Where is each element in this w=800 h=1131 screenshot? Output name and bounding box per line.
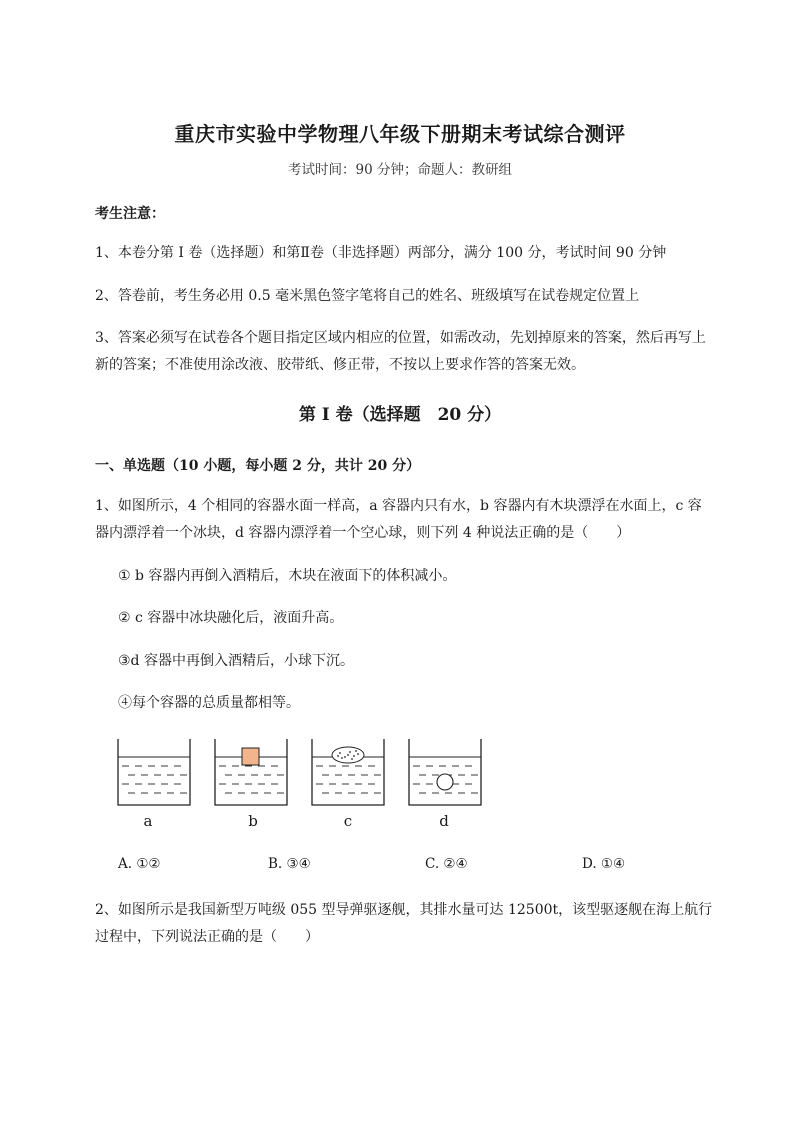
question-1-statement-4: ④每个容器的总质量都相等。 [118, 695, 300, 711]
question-2-stem: 2、如图所示是我国新型万吨级 055 型导弹驱逐舰，其排水量可达 12500t，该型驱逐舰在海上航行过程中，下列说法正确的是（ ） [95, 902, 713, 945]
exam-subtitle: 考试时间：90 分钟；命题人：教研组 [288, 162, 512, 178]
ice-block-dot [339, 752, 341, 754]
section-subheading: 一、单选题（10 小题，每小题 2 分，共计 20 分） [95, 458, 421, 474]
notice-item-1: 1、本卷分第 I 卷（选择题）和第Ⅱ卷（非选择题）两部分，满分 100 分，考试时间 90 分钟 [95, 245, 667, 261]
ice-block-dot [357, 753, 359, 755]
notice-heading: 考生注意： [95, 206, 165, 222]
question-1-option-b: B. ③④ [268, 856, 311, 872]
container-d [409, 739, 481, 805]
question-1-stem: 1、如图所示，4 个相同的容器水面一样高，a 容器内只有水，b 容器内有木块漂浮在水面上，c 容器内漂浮着一个冰块，d 容器内漂浮着一个空心球，则下列 4 种说法正确的是（ ） [95, 498, 702, 541]
notice-item-3: 3、答案必须写在试卷各个题目指定区域内相应的位置，如需改动，先划掉原来的答案，然后再写上新的答案；不准使用涂改液、胶带纸、修正带，不按以上要求作答的答案无效。 [95, 330, 706, 373]
ice-block-dot [353, 755, 355, 757]
figure-label-a: a [143, 812, 153, 830]
question-1-statement-1: ① b 容器内再倒入酒精后，木块在液面下的体积减小。 [118, 568, 457, 584]
ice-block-dot [344, 756, 346, 758]
ice-block-dot [351, 758, 353, 760]
exam-title: 重庆市实验中学物理八年级下册期末考试综合测评 [174, 122, 626, 146]
wood-block [242, 748, 259, 765]
question-1-option-d: D. ①④ [582, 856, 626, 872]
notice-item-2: 2、答卷前，考生务必用 0.5 毫米黑色签字笔将自己的姓名、班级填写在试卷规定位置上 [95, 288, 640, 304]
container-a [118, 739, 190, 805]
ice-block-dot [337, 755, 339, 757]
question-1-statement-3: ③d 容器中再倒入酒精后，小球下沉。 [118, 653, 354, 669]
figure-label-c: c [343, 812, 353, 830]
question-1-figure [110, 735, 500, 810]
figure-label-b: b [248, 812, 258, 830]
question-1-option-a: A. ①② [118, 856, 161, 872]
ice-block-dot [349, 751, 351, 753]
ice-block-dot [341, 757, 343, 759]
section-title: 第 I 卷（选择题 20 分） [298, 405, 502, 425]
ice-block-dot [355, 750, 357, 752]
ice-block-dot [347, 754, 349, 756]
figure-label-d: d [439, 812, 449, 830]
question-1-statement-2: ② c 容器中冰块融化后，液面升高。 [118, 610, 344, 626]
question-1-option-c: C. ②④ [425, 856, 468, 872]
hollow-ball [437, 774, 453, 790]
